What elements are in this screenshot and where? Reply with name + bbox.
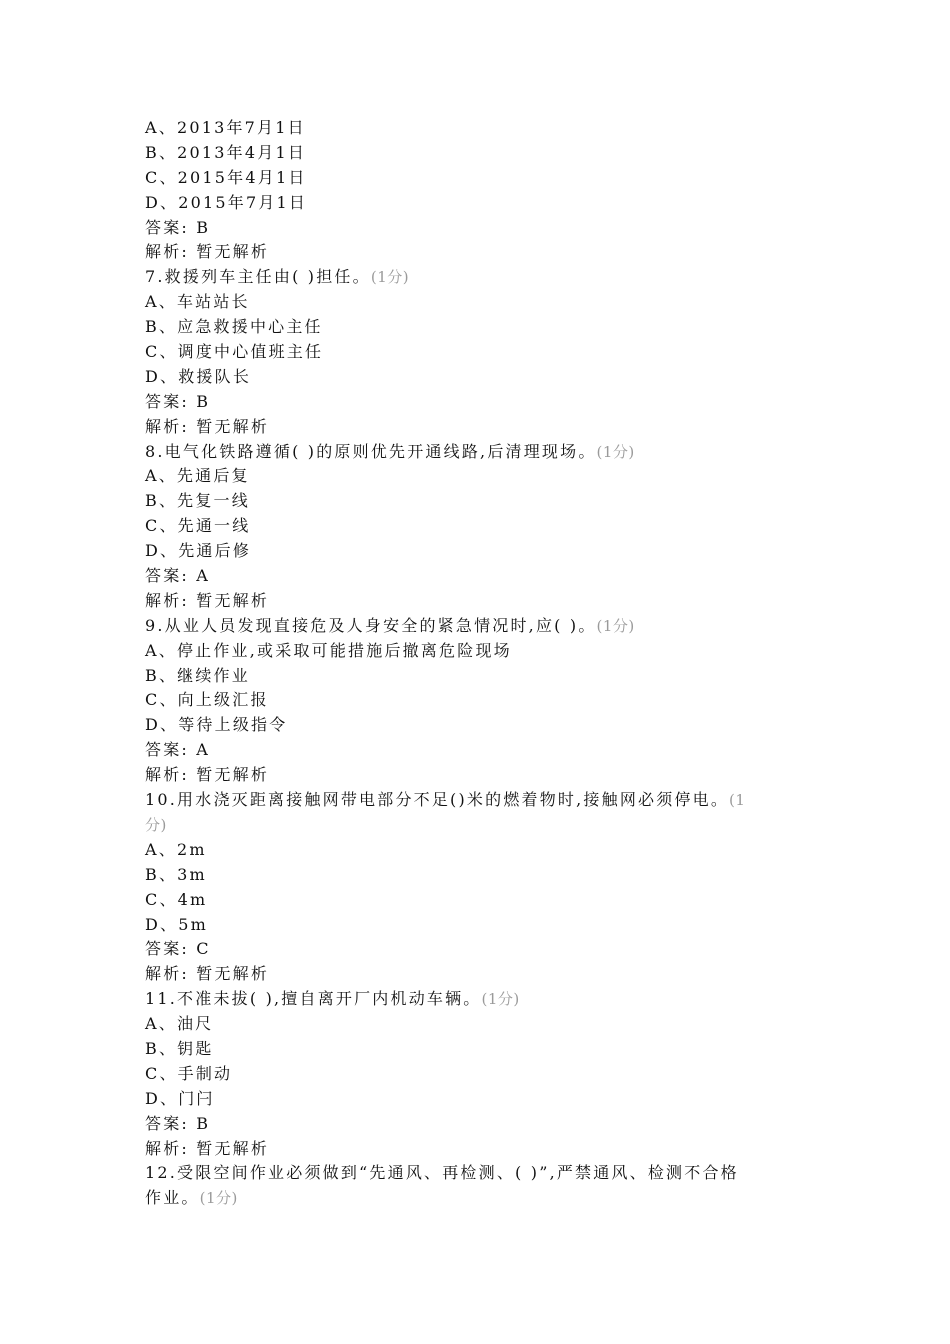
score-label: (1分) (199, 1189, 238, 1208)
question-stem (145, 788, 825, 813)
option-b: B、2013年4月1日 (145, 142, 307, 162)
question-11 (145, 987, 825, 1161)
option-d: D、2015年7月1日 (145, 192, 308, 212)
option-c: C、先通一线 (145, 516, 251, 536)
option-c: C、向上级汇报 (145, 690, 269, 710)
option-c: C、调度中心值班主任 (145, 342, 324, 362)
option-b: B、应急救援中心主任 (145, 317, 323, 337)
score-label: (1分) (596, 442, 635, 461)
question-8 (145, 440, 825, 614)
stem-text: 10.用水浇灭距离接触网带电部分不足()米的燃着物时,接触网必须停电。 (145, 790, 730, 810)
analysis: 解析: 暂无解析 (145, 590, 270, 610)
question-stem: 12.受限空间作业必须做到“先通风、再检测、( )”,严禁通风、检测不合格 (145, 1163, 739, 1183)
answer: 答案: A (145, 566, 211, 586)
option-b: B、3m (145, 864, 207, 884)
option-d: D、5m (145, 914, 208, 934)
answer: 答案: B (145, 217, 211, 237)
option-a: A、油尺 (145, 1014, 214, 1034)
option-c: C、手制动 (145, 1063, 233, 1083)
answer: 答案: B (145, 1113, 211, 1133)
exam-page (145, 116, 825, 1211)
option-c: C、4m (145, 889, 208, 909)
answer: 答案: A (145, 740, 211, 760)
option-d: D、救援队长 (145, 366, 252, 386)
stem-text: 9.从业人员发现直接危及人身安全的紧急情况时,应( )。 (145, 615, 597, 635)
option-b: B、钥匙 (145, 1038, 214, 1058)
question-stem (145, 614, 825, 639)
score-label: (1分) (370, 268, 410, 287)
question-stem-continued (145, 1186, 825, 1211)
question-7 (145, 265, 825, 439)
analysis: 解析: 暂无解析 (145, 416, 270, 436)
stem-text: 11.不准未拔( ),擅自离开厂内机动车辆。 (145, 989, 482, 1009)
analysis: 解析: 暂无解析 (145, 1138, 270, 1158)
answer: 答案: C (145, 939, 211, 959)
answer: 答案: B (145, 391, 211, 411)
question-stem (145, 265, 825, 290)
question-10 (145, 788, 825, 987)
question-9 (145, 614, 825, 788)
question-12 (145, 1161, 825, 1211)
question-6 (145, 116, 825, 265)
option-d: D、等待上级指令 (145, 715, 288, 735)
stem-text: 作业。 (145, 1188, 200, 1208)
option-a: A、2m (145, 839, 207, 859)
option-d: D、门闩 (145, 1088, 215, 1108)
question-stem (145, 987, 825, 1012)
option-a: A、2013年7月1日 (145, 118, 306, 137)
analysis: 解析: 暂无解析 (145, 765, 270, 785)
score-label: (1分) (596, 616, 635, 635)
score-label-part-2: 分) (145, 815, 167, 834)
option-d: D、先通后修 (145, 541, 252, 561)
option-a: A、车站站长 (145, 292, 250, 312)
option-a: A、先通后复 (145, 466, 250, 486)
question-stem-continued (145, 813, 825, 838)
option-c: C、2015年4月1日 (145, 167, 307, 187)
question-stem (145, 440, 825, 465)
stem-text: 8.电气化铁路遵循( )的原则优先开通线路,后清理现场。 (145, 441, 597, 461)
score-label: (1分) (481, 990, 520, 1009)
analysis: 解析: 暂无解析 (145, 964, 270, 984)
analysis: 解析: 暂无解析 (145, 242, 270, 262)
stem-text: 7.救援列车主任由( )担任。 (145, 267, 371, 287)
score-label-part-1: (1 (729, 791, 746, 810)
option-b: B、先复一线 (145, 491, 250, 511)
option-a: A、停止作业,或采取可能措施后撤离危险现场 (145, 640, 512, 660)
option-b: B、继续作业 (145, 665, 250, 685)
